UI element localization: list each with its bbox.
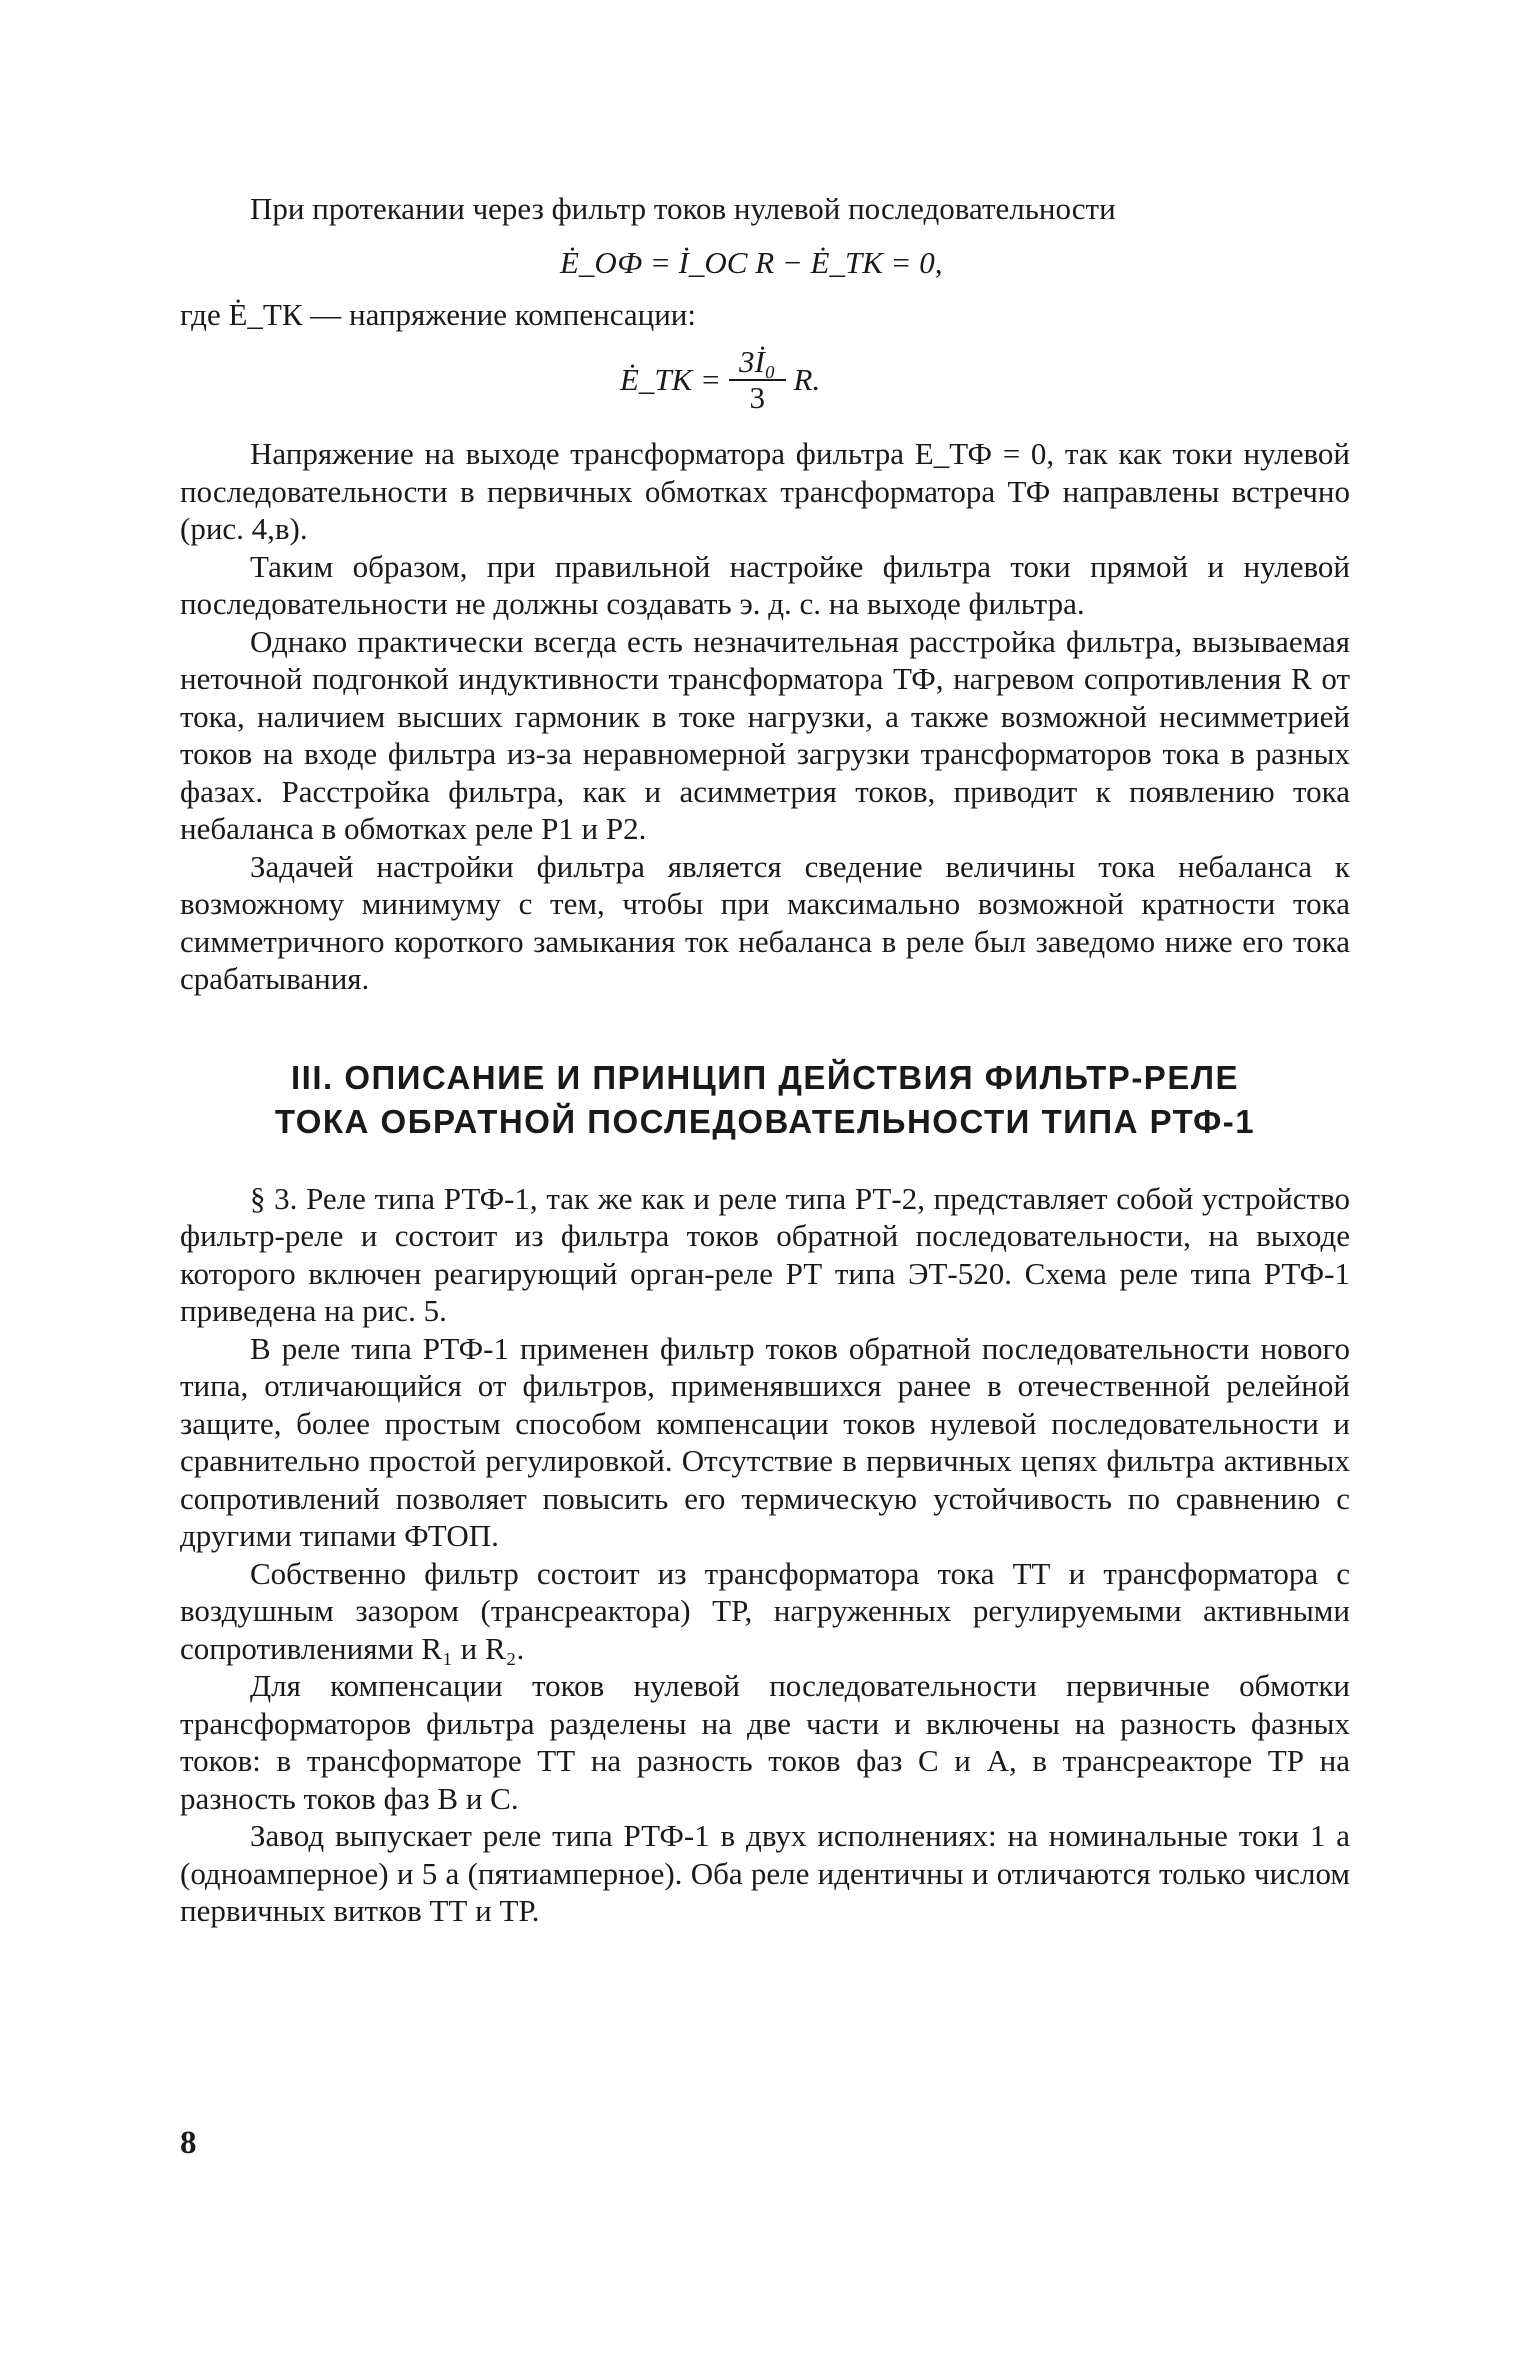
paragraph-filter-composition: Собственно фильтр состоит из трансформатора тока ТТ и трансформатора с воздушным зазором (трансреактора) ТР, нагруженных регулируемыми активными сопротивлениями R₁ и R₂. bbox=[180, 1555, 1350, 1666]
section-heading-line1: III. ОПИСАНИЕ И ПРИНЦИП ДЕЙСТВИЯ ФИЛЬТР-РЕЛЕ bbox=[290, 1058, 1239, 1096]
paragraph-thus: Таким образом, при правильной настройке фильтра токи прямой и нулевой последовательности не должны создавать э. д. с. на выходе фильтра. bbox=[180, 548, 1350, 621]
formula-etk-denominator: 3 bbox=[749, 380, 765, 415]
formula-etk-numerator: 3İ₀ bbox=[729, 345, 786, 381]
formula-etk-rhs: R. bbox=[793, 362, 821, 397]
formula-where-line: где Ė_ТК — напряжение компенсации: bbox=[180, 296, 696, 332]
formula-etk-fraction bbox=[729, 345, 786, 415]
formula-etk bbox=[620, 345, 1350, 415]
page-number: 8 bbox=[180, 2125, 197, 2161]
paragraph-compensation: Для компенсации токов нулевой последовательности первичные обмотки трансформаторов фильтра разделены на две части и включены на разность фазных токов: в трансформаторе ТТ на разность токов фаз С и А, в трансреакторе ТР на разность токов фаз В и С. bbox=[180, 1668, 1350, 1816]
section-heading-line2: ТОКА ОБРАТНОЙ ПОСЛЕДОВАТЕЛЬНОСТИ ТИПА РТФ-1 bbox=[274, 1102, 1256, 1140]
section-heading bbox=[180, 1056, 1350, 1144]
paragraph-task: Задачей настройки фильтра является сведение величины тока небаланса к возможному минимуму с тем, чтобы при максимально возможной кратности тока симметричного короткого замыкания ток небаланса в реле был заведомо ниже его тока срабатывания. bbox=[180, 848, 1350, 996]
paragraph-detuning: Однако практически всегда есть незначительная расстройка фильтра, вызываемая неточной подгонкой индуктивности трансформатора ТФ, нагревом сопротивления R от тока, наличием высших гармоник в токе нагрузки, а также возможной несимметрией токов на входе фильтра из-за неравномерной загрузки трансформаторов тока в разных фазах. Расстройка фильтра, как и асимметрия токов, приводит к появлению тока небаланса в обмотках реле Р1 и Р2. bbox=[180, 623, 1350, 846]
formula-etk-lhs: Ė_ТК = bbox=[620, 362, 721, 397]
paragraph-versions: Завод выпускает реле типа РТФ-1 в двух исполнениях: на номинальные токи 1 а (одноамперное) и 5 а (пятиамперное). Оба реле идентичны и отличаются только числом первичных витков ТТ и ТР. bbox=[180, 1818, 1350, 1928]
page-body bbox=[180, 190, 1350, 1930]
paragraph-filter-type: В реле типа РТФ-1 применен фильтр токов обратной последовательности нового типа, отличающийся от фильтров, применявшихся ранее в отечественной релейной защите, более простым способом компенсации токов нулевой последовательности и сравнительно простой регулировкой. Отсутствие в первичных цепях фильтра активных сопротивлений позволяет повысить его термическую устойчивость по сравнению с другими типами ФТОП. bbox=[180, 1330, 1350, 1553]
paragraph-intro: При протекании через фильтр токов нулевой последовательности bbox=[250, 191, 1116, 226]
paragraph-section-3: § 3. Реле типа РТФ-1, так же как и реле типа РТ-2, представляет собой устройство фильтр-реле и состоит из фильтра токов обратной последовательности, на выходе которого включен реагирующий орган-реле РТ типа ЭТ-520. Схема реле типа РТФ-1 приведена на рис. 5. bbox=[180, 1180, 1350, 1328]
formula-eof: Ė_ОФ = İ_ОС R − Ė_ТК = 0, bbox=[560, 244, 943, 280]
paragraph-output-voltage: Напряжение на выходе трансформатора фильтра E_ТФ = 0, так как токи нулевой последовательности в первичных обмотках трансформатора ТФ направлены встречно (рис. 4,в). bbox=[180, 436, 1350, 546]
